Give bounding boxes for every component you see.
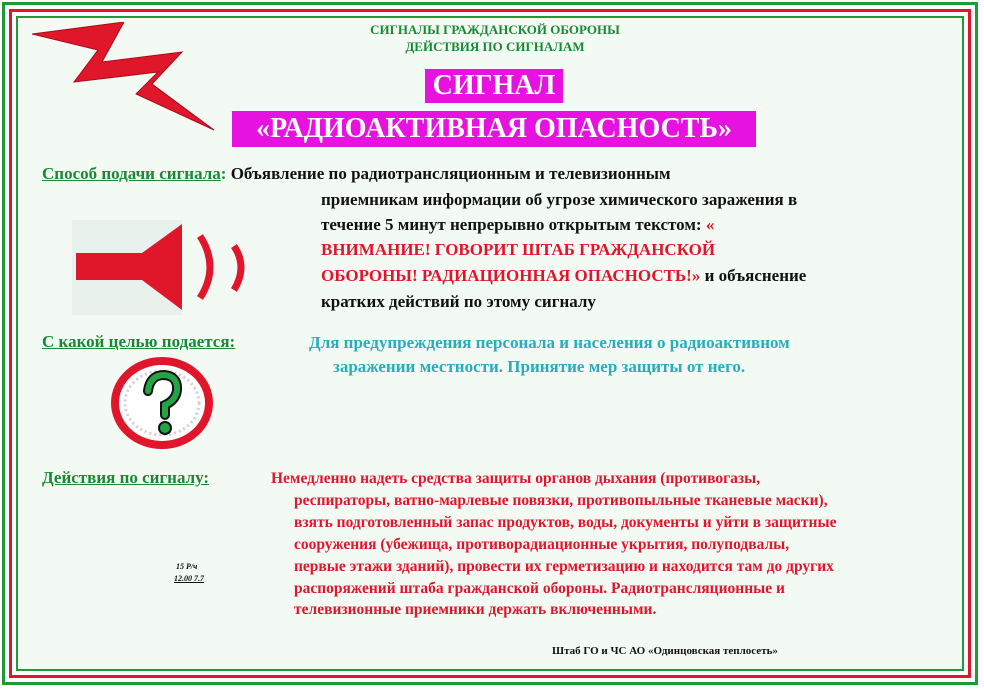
actions-line3: взять подготовленный запас продуктов, воды, документы и уйти в защитные: [294, 514, 837, 531]
method-line6: кратких действий по этому сигналу: [321, 292, 596, 311]
method-line5: [321, 264, 806, 287]
loudspeaker-icon: [72, 220, 262, 315]
method-text-1: Объявление по радиотрансляционным и телевизионным: [226, 164, 671, 183]
note-line2: 12.00 7.7: [174, 574, 204, 583]
actions-line4: сооружения (убежища, противорадиационные укрытия, полуподвалы,: [294, 536, 790, 553]
method-line5-tail: и объяснение: [700, 266, 807, 285]
method-line1: [42, 162, 671, 185]
actions-line7: телевизионные приемники держать включенными.: [294, 601, 657, 618]
actions-line6: распоряжений штаба гражданской обороны. Радиотрансляционные и: [294, 580, 785, 597]
lightning-icon: [32, 22, 217, 132]
method-colon: :: [220, 164, 227, 183]
method-quote-open: «: [705, 215, 715, 234]
purpose-line2: заражении местности. Принятие мер защиты от него.: [333, 357, 746, 376]
header-line2: ДЕЙСТВИЯ ПО СИГНАЛАМ: [405, 39, 585, 54]
method-label: Способ подачи сигнала: [42, 164, 221, 183]
method-alert-text: ОБОРОНЫ! РАДИАЦИОННАЯ ОПАСНОСТЬ!»: [321, 266, 701, 285]
question-sign-icon: [108, 355, 216, 451]
method-line3-text: течение 5 минут непрерывно открытым текстом:: [321, 215, 706, 234]
signal-banner: СИГНАЛ: [425, 69, 563, 103]
purpose-label: С какой целью подается:: [42, 332, 236, 351]
actions-label: Действия по сигналу:: [42, 468, 210, 487]
actions-line1: Немедленно надеть средства защиты органов дыхания (противогазы,: [271, 470, 761, 487]
header-line1: СИГНАЛЫ ГРАЖДАНСКОЙ ОБОРОНЫ: [370, 22, 620, 37]
actions-line5: первые этажи зданий), провести их герметизацию и находится там до других: [294, 558, 834, 575]
actions-line2: респираторы, ватно-марлевые повязки, противопыльные тканевые маски),: [294, 492, 828, 509]
method-line4: ВНИМАНИЕ! ГОВОРИТ ШТАБ ГРАЖДАНСКОЙ: [321, 240, 716, 259]
footer-text: Штаб ГО и ЧС АО «Одинцовская теплосеть»: [552, 645, 778, 657]
method-line2: приемникам информации об угрозе химического заражения в: [321, 190, 798, 209]
method-line3: [321, 213, 714, 236]
purpose-line1: Для предупреждения персонала и населения о радиоактивном: [309, 333, 790, 352]
note-line1: 15 Р/ч: [176, 562, 198, 571]
signal-name-banner: «РАДИОАКТИВНАЯ ОПАСНОСТЬ»: [232, 111, 756, 147]
